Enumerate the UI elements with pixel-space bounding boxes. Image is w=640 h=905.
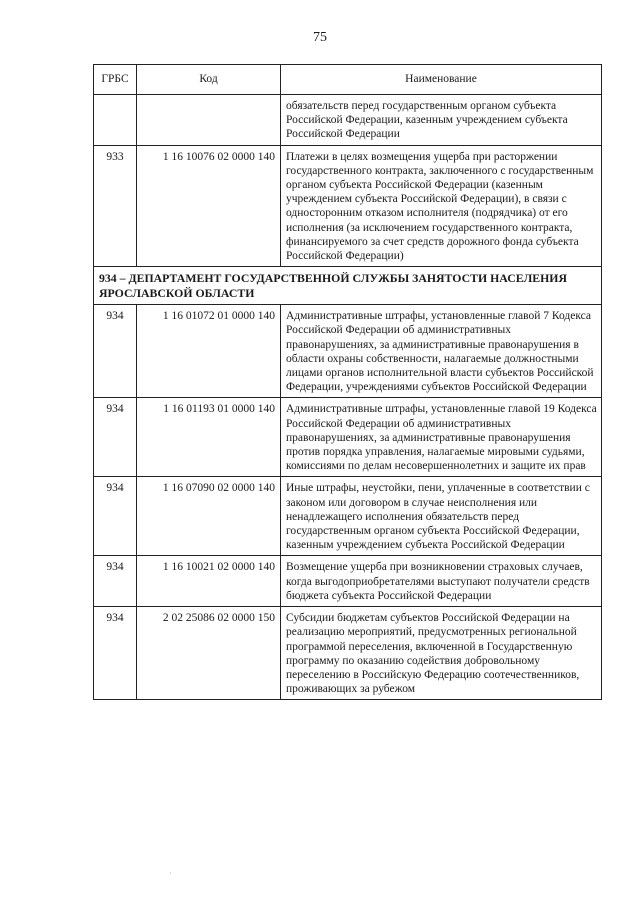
name-cell: Иные штрафы, неустойки, пени, уплаченные в соответствии с законом или договором в случае неисполнения или ненадлежащего исполнения обязательств перед государственным органом субъекта Российской Федерации, казенным учреждением субъекта Российской Федерации xyxy=(281,477,602,556)
name-cell: Возмещение ущерба при возникновении страховых случаев, когда выгодоприобретателями выступают получатели средств бюджета субъекта Российской Федерации xyxy=(281,556,602,607)
table-row xyxy=(94,398,602,477)
grbs-cell: 934 xyxy=(94,556,137,607)
code-cell: 1 16 10021 02 0000 140 xyxy=(137,556,281,607)
grbs-cell: 934 xyxy=(94,398,137,477)
table-header-row xyxy=(94,65,602,95)
header-code: Код xyxy=(137,65,281,95)
code-cell xyxy=(137,95,281,146)
name-cell: Субсидии бюджетам субъектов Российской Федерации на реализацию мероприятий, предусмотренных региональной программой переселения, включенной в Государственную программу по оказанию содействия добровольному переселению в Российскую Федерацию соотечественников, проживающих за рубежом xyxy=(281,607,602,700)
grbs-cell: 934 xyxy=(94,477,137,556)
code-cell: 1 16 07090 02 0000 140 xyxy=(137,477,281,556)
grbs-cell: 933 xyxy=(94,145,137,267)
name-cell: Административные штрафы, установленные главой 19 Кодекса Российской Федерации об административных правонарушениях, за административные правонарушения против порядка управления, налагаемые мировыми судьями, комиссиями по делам несовершеннолетних и защите их прав xyxy=(281,398,602,477)
header-grbs: ГРБС xyxy=(94,65,137,95)
code-cell: 1 16 10076 02 0000 140 xyxy=(137,145,281,267)
table-row xyxy=(94,305,602,398)
table-row xyxy=(94,477,602,556)
revenue-codes-table xyxy=(93,64,602,700)
grbs-cell: 934 xyxy=(94,305,137,398)
code-cell: 1 16 01072 01 0000 140 xyxy=(137,305,281,398)
name-cell: Платежи в целях возмещения ущерба при расторжении государственного контракта, заключенного с государственным органом субъекта Российской Федерации (казенным учреждением субъекта Российской Федерации), в связи с односторонним отказом исполнителя (подрядчика) от его исполнения (за исключением государственного контракта, финансируемого за счет средств дорожного фонда субъекта Российской Федерации) xyxy=(281,145,602,267)
section-header-row xyxy=(94,267,602,305)
grbs-cell xyxy=(94,95,137,146)
table-row xyxy=(94,556,602,607)
code-cell: 1 16 01193 01 0000 140 xyxy=(137,398,281,477)
table-row xyxy=(94,607,602,700)
table-row xyxy=(94,95,602,146)
grbs-cell: 934 xyxy=(94,607,137,700)
name-cell: Административные штрафы, установленные главой 7 Кодекса Российской Федерации об административных правонарушениях, за административные правонарушения в области охраны собственности, налагаемые должностными лицами органов исполнительной власти субъектов Российской Федерации, учреждениями субъектов Российской Федерации xyxy=(281,305,602,398)
code-cell: 2 02 25086 02 0000 150 xyxy=(137,607,281,700)
header-name: Наименование xyxy=(281,65,602,95)
section-title: 934 – ДЕПАРТАМЕНТ ГОСУДАРСТВЕННОЙ СЛУЖБЫ ЗАНЯТОСТИ НАСЕЛЕНИЯ ЯРОСЛАВСКОЙ ОБЛАСТИ xyxy=(94,267,602,305)
table-row xyxy=(94,145,602,267)
footer-mark: · xyxy=(169,869,172,878)
name-cell: обязательств перед государственным органом субъекта Российской Федерации, казенным учреждением субъекта Российской Федерации xyxy=(281,95,602,146)
page-number: 75 xyxy=(313,30,327,45)
